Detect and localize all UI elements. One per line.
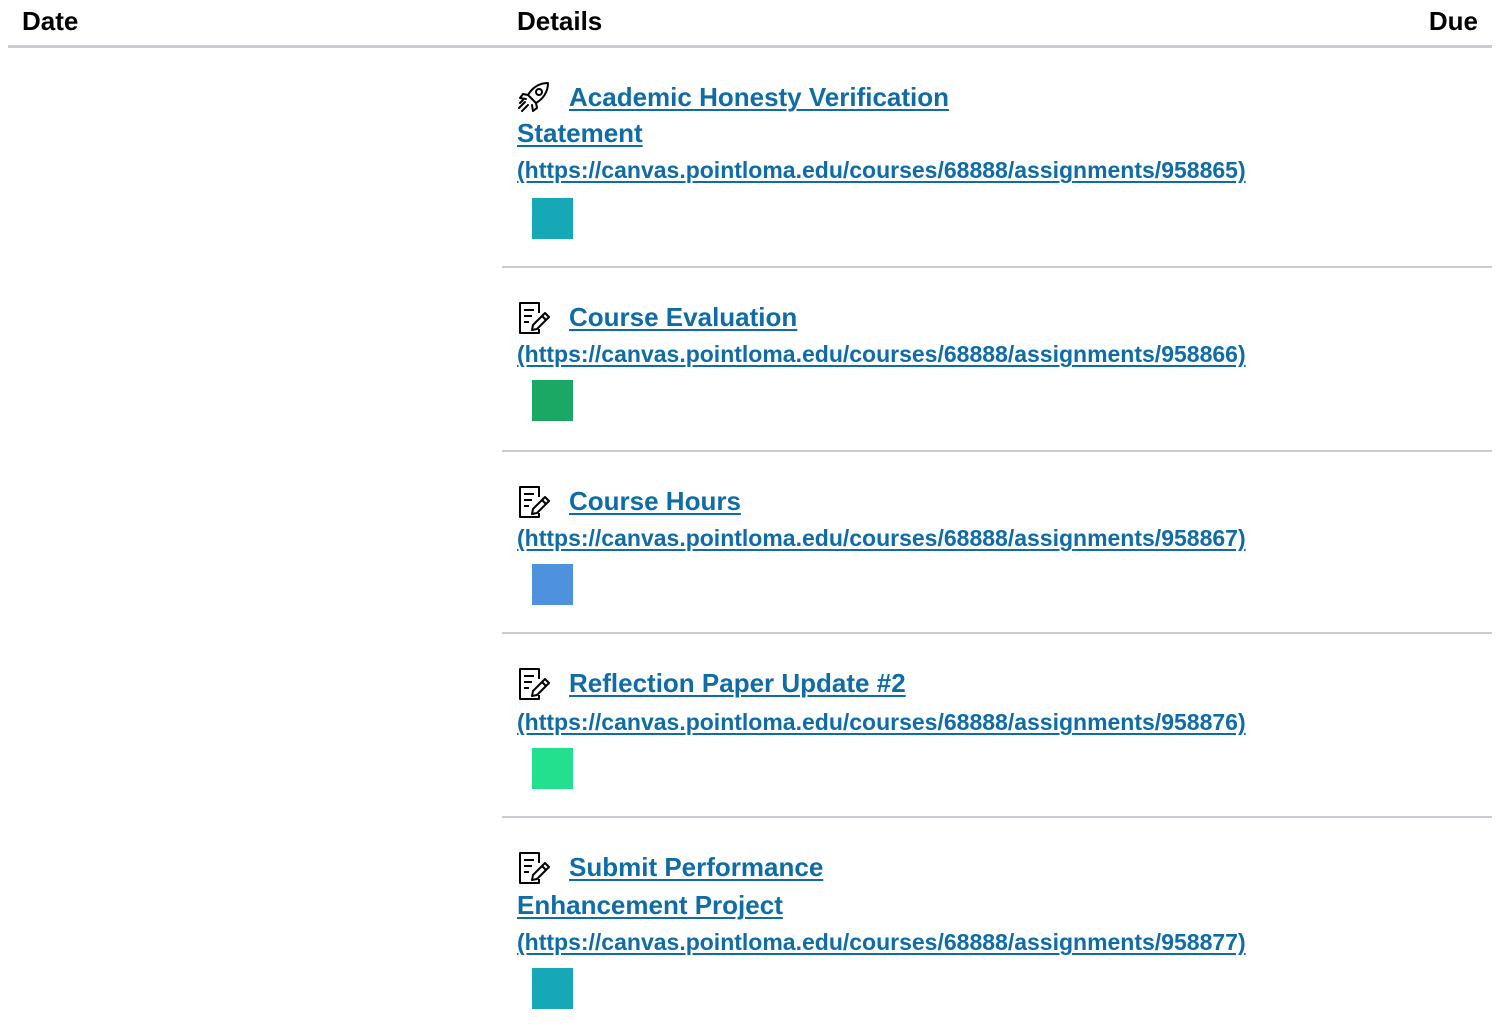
assignment-title[interactable] (569, 79, 949, 115)
course-color-swatch (532, 198, 573, 239)
assignment-title-link[interactable]: Course Hours (569, 486, 741, 516)
column-header-details: Details (517, 6, 603, 36)
assignment-url-link[interactable]: (https://canvas.pointloma.edu/courses/68888/assignments/958876) (517, 709, 1246, 735)
course-color-swatch (532, 968, 573, 1009)
assignment-title-link[interactable]: Statement (517, 118, 643, 148)
assignment-edit-icon (517, 851, 551, 885)
assignment-url-link[interactable]: (https://canvas.pointloma.edu/courses/68888/assignments/958865) (517, 157, 1246, 183)
table-row (502, 268, 1492, 452)
assignment-url-link[interactable]: (https://canvas.pointloma.edu/courses/68888/assignments/958866) (517, 341, 1246, 367)
assignment-title[interactable] (569, 665, 906, 701)
assignment-title-link[interactable]: Enhancement Project (517, 890, 783, 920)
assignment-title-link[interactable]: Academic Honesty Verification (569, 82, 950, 112)
assignment-edit-icon (517, 485, 551, 519)
assignment-title-link[interactable]: Course Evaluation (569, 302, 798, 332)
course-color-swatch (532, 564, 573, 605)
assignment-title-continued[interactable] (517, 887, 783, 923)
assignment-url-link[interactable]: (https://canvas.pointloma.edu/courses/68888/assignments/958867) (517, 525, 1246, 551)
assignment-url[interactable] (517, 927, 1246, 957)
assignment-title[interactable] (569, 483, 741, 519)
table-row (502, 634, 1492, 818)
assignment-url[interactable] (517, 707, 1246, 737)
assignment-title[interactable] (569, 849, 823, 885)
assignment-url[interactable] (517, 339, 1246, 369)
assignment-title-link[interactable]: Submit Performance (569, 852, 824, 882)
table-row (502, 452, 1492, 634)
assignment-title-continued[interactable] (517, 115, 643, 151)
course-color-swatch (532, 380, 573, 421)
course-color-swatch (532, 748, 573, 789)
assignment-title-link[interactable]: Reflection Paper Update #2 (569, 668, 906, 698)
table-row (502, 48, 1492, 268)
assignment-url[interactable] (517, 523, 1246, 553)
rocket-icon (517, 80, 551, 114)
assignment-edit-icon (517, 301, 551, 335)
table-row (502, 818, 1492, 1036)
column-header-date: Date (22, 6, 79, 36)
assignment-url-link[interactable]: (https://canvas.pointloma.edu/courses/68888/assignments/958877) (517, 929, 1246, 955)
assignment-edit-icon (517, 667, 551, 701)
column-header-due: Due (1428, 6, 1478, 36)
assignment-title[interactable] (569, 299, 797, 335)
assignment-url[interactable] (517, 155, 1246, 185)
